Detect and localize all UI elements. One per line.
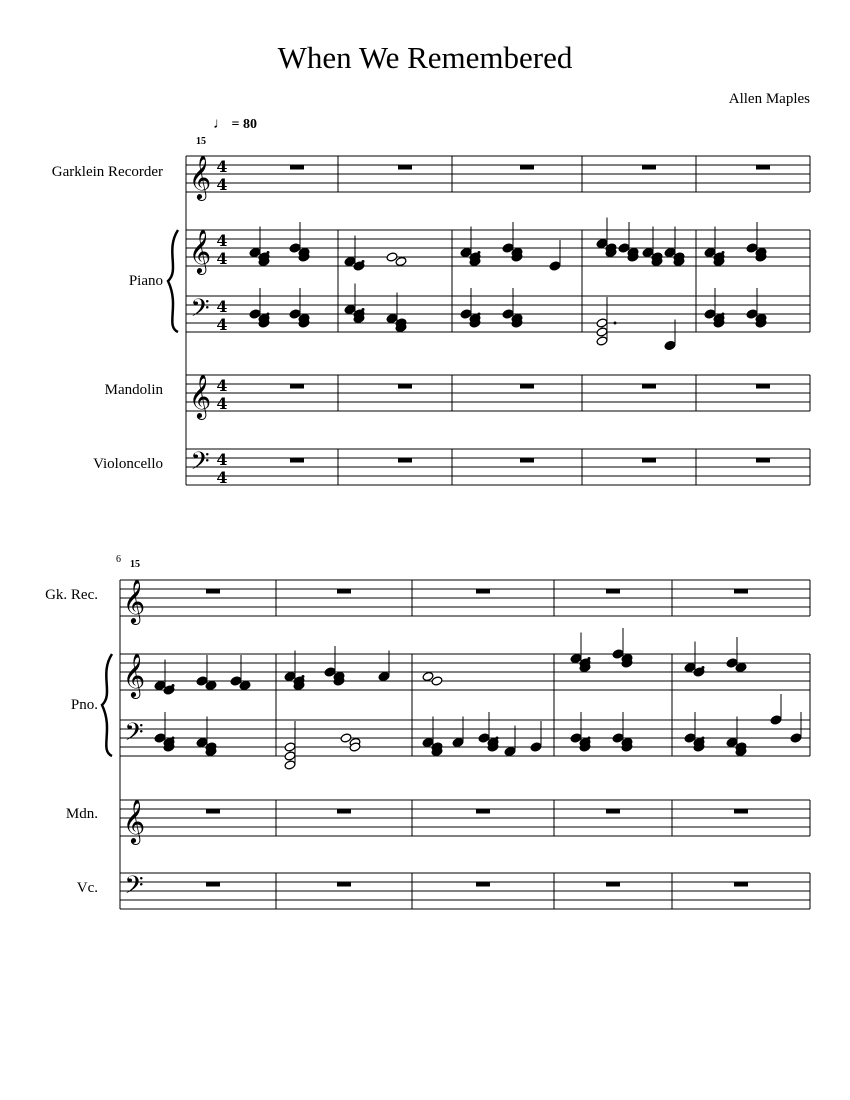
whole-rest	[734, 882, 748, 887]
note-head	[596, 327, 608, 337]
treble-clef-icon: 𝄞	[188, 374, 212, 418]
composer-name: Allen Maples	[728, 91, 810, 107]
instrument-label-recorder: Garklein Recorder	[51, 164, 163, 180]
instrument-label-piano-short: Pno.	[70, 697, 98, 713]
note-head	[284, 760, 296, 770]
whole-rest	[476, 589, 490, 594]
instrument-label-recorder-short: Gk. Rec.	[45, 587, 98, 603]
dot	[588, 737, 591, 740]
note-head	[452, 737, 464, 747]
dot	[267, 313, 270, 316]
dot	[702, 666, 705, 669]
note-head	[530, 742, 542, 752]
tempo-value: = 80	[231, 117, 257, 132]
bass-clef-icon: 𝄢	[124, 718, 144, 753]
instrument-label-cello: Violoncello	[93, 456, 163, 472]
note-head	[284, 742, 296, 752]
note-head	[596, 336, 608, 346]
whole-rest	[642, 458, 656, 463]
whole-rest	[520, 384, 534, 389]
whole-rest	[756, 458, 770, 463]
whole-rest	[520, 458, 534, 463]
treble-clef-icon: 𝄞	[188, 229, 212, 273]
dot	[722, 313, 725, 316]
whole-rest	[337, 882, 351, 887]
bass-clef-icon: 𝄢	[190, 447, 210, 482]
dot	[614, 322, 617, 325]
whole-rest	[642, 165, 656, 170]
dot	[478, 251, 481, 254]
treble-clef-icon: 𝄞	[122, 579, 146, 623]
instrument-label-cello-short: Vc.	[76, 880, 98, 896]
notes-and-rests	[154, 165, 802, 887]
instrument-label-piano: Piano	[128, 273, 163, 289]
dot	[722, 251, 725, 254]
note-head	[596, 318, 608, 328]
whole-rest	[606, 882, 620, 887]
measure-number: 6	[116, 554, 121, 565]
whole-rest	[206, 809, 220, 814]
clefs	[123, 155, 228, 906]
instrument-label-mandolin: Mandolin	[104, 382, 163, 398]
dot	[362, 260, 365, 263]
dot	[267, 251, 270, 254]
treble-clef-icon: 𝄞	[122, 653, 146, 697]
whole-rest	[206, 589, 220, 594]
time-signature-bottom: 4	[216, 315, 228, 334]
time-signature-bottom: 4	[216, 394, 228, 413]
whole-rest	[290, 165, 304, 170]
dot	[362, 308, 365, 311]
time-signature-bottom: 4	[216, 175, 228, 194]
note-head	[664, 340, 676, 350]
whole-rest	[476, 882, 490, 887]
whole-rest	[734, 809, 748, 814]
time-signature-top: 4	[216, 376, 228, 395]
piano-brace	[168, 230, 178, 332]
dot	[702, 737, 705, 740]
whole-rest	[398, 458, 412, 463]
quarter-note-icon: ♩	[213, 116, 228, 132]
whole-rest	[398, 165, 412, 170]
time-signature-top: 4	[216, 157, 228, 176]
whole-rest	[337, 589, 351, 594]
whole-rest	[476, 809, 490, 814]
whole-rest	[606, 589, 620, 594]
treble-clef-icon: 𝄞	[188, 155, 212, 199]
octave-mark-15: 15	[196, 136, 206, 147]
note-head	[549, 261, 561, 271]
dot	[172, 737, 175, 740]
whole-rest	[520, 165, 534, 170]
dot	[588, 657, 591, 660]
time-signature-top: 4	[216, 450, 228, 469]
whole-rest	[290, 384, 304, 389]
note-head	[790, 733, 802, 743]
instrument-label-mandolin-short: Mdn.	[65, 806, 98, 822]
note-head	[284, 751, 296, 761]
octave-mark-15-system2: 15	[130, 559, 140, 570]
time-signature-top: 4	[216, 297, 228, 316]
whole-rest	[337, 809, 351, 814]
whole-rest	[734, 589, 748, 594]
time-signature-bottom: 4	[216, 468, 228, 487]
dot	[302, 675, 305, 678]
dot	[478, 313, 481, 316]
time-signature-bottom: 4	[216, 249, 228, 268]
whole-rest	[398, 384, 412, 389]
time-signature-top: 4	[216, 231, 228, 250]
whole-rest	[290, 458, 304, 463]
score-title: When We Remembered	[277, 40, 573, 75]
whole-rest	[642, 384, 656, 389]
dot	[172, 684, 175, 687]
note-head	[504, 746, 516, 756]
bass-clef-icon: 𝄢	[124, 871, 144, 906]
note-head	[770, 715, 782, 725]
treble-clef-icon: 𝄞	[122, 799, 146, 843]
whole-rest	[206, 882, 220, 887]
whole-rest	[606, 809, 620, 814]
whole-rest	[756, 165, 770, 170]
piano-brace	[102, 654, 112, 756]
dot	[496, 737, 499, 740]
whole-rest	[756, 384, 770, 389]
bass-clef-icon: 𝄢	[190, 294, 210, 329]
note-head	[378, 671, 390, 681]
